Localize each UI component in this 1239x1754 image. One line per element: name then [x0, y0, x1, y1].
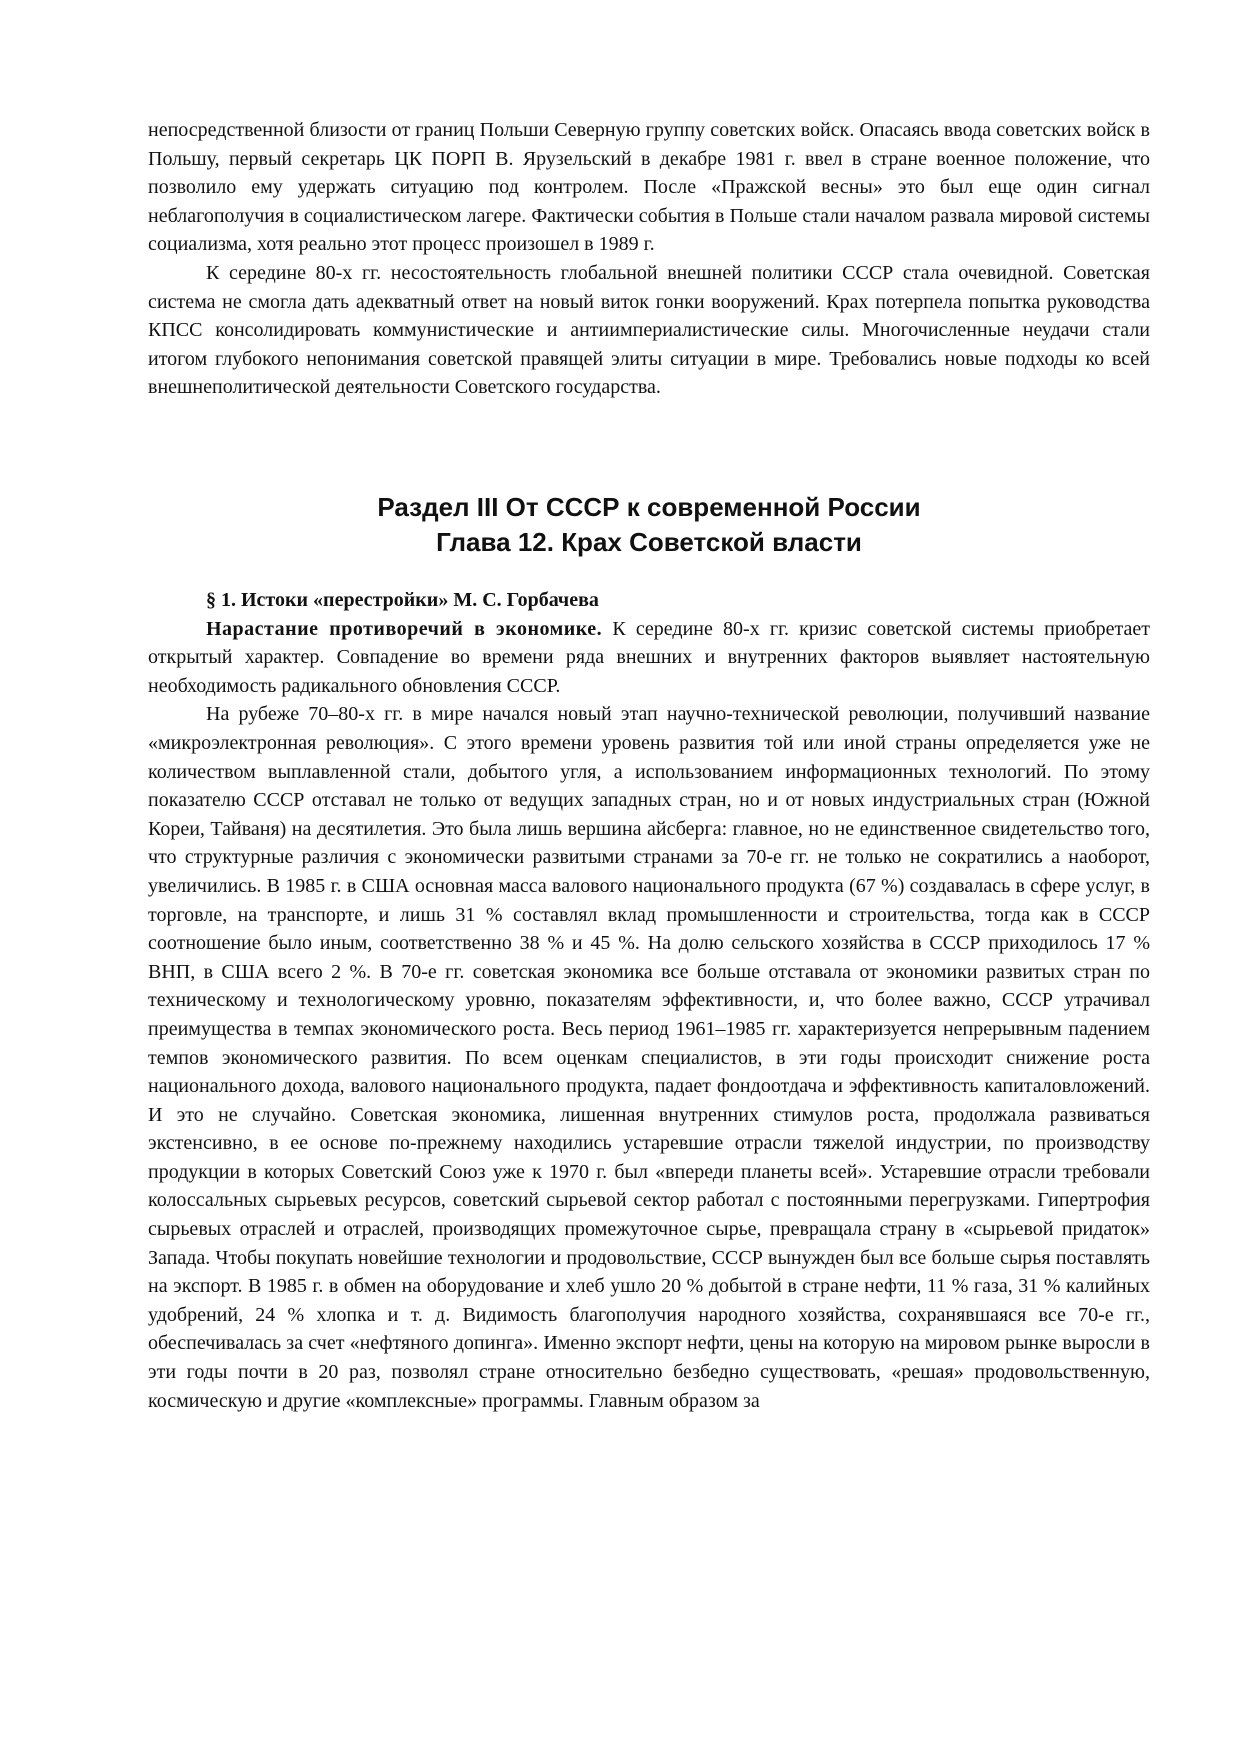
text-block-top — [148, 116, 1150, 402]
paragraph-heading: § 1. Истоки «перестройки» М. С. Горбачева — [206, 589, 599, 611]
paragraph-body: На рубеже 70–80-х гг. в мире начался новый этап научно-технической революции, получивший название «микроэлектронная революция». С этого времени уровень развития той или иной страны определяется уже не количеством выплавленной стали, добытого угля, а использованием информационных технологий. По этому показателю СССР отставал не только от ведущих западных стран, но и от новых индустриальных стран (Южной Кореи, Тайваня) на десятилетия. Это была лишь вершина айсберга: главное, но не единственное свидетельство того, что структурные различия с экономически развитыми странами за 70-е гг. не только не сократились а наоборот, увеличились. В 1985 г. в США основная масса валового национального продукта (67 %) создавалась в сфере услуг, в торговле, на транспорте, и лишь 31 % составлял вклад промышленности и строительства, тогда как в СССР соотношение было иным, соответственно 38 % и 45 %. На долю сельского хозяйства в СССР приходилось 17 % ВНП, в США всего 2 %. В 70-е гг. советская экономика все больше отставала от экономики развитых стран по техническому и технологическому уровню, показателям эффективности, и, что более важно, СССР утрачивал преимущества в темпах экономического роста. Весь период 1961–1985 гг. характеризуется непрерывным падением темпов экономического развития. По всем оценкам специалистов, в эти годы происходит снижение роста национального дохода, валового национального продукта, падает фондоотдача и эффективность капиталовложений. И это не случайно. Советская экономика, лишенная внутренних стимулов роста, продолжала развиваться экстенсивно, в ее основе по-прежнему находились устаревшие отрасли тяжелой индустрии, по производству продукции в которых Советский Союз уже к 1970 г. был «впереди планеты всей». Устаревшие отрасли требовали колоссальных сырьевых ресурсов, советский сырьевой сектор работал с постоянными перегрузками. Гипертрофия сырьевых отраслей и отраслей, производящих промежуточное сырье, превращала страну в «сырьевой придаток» Запада. Чтобы покупать новейшие технологии и продовольствие, СССР вынужден был все больше сырья поставлять на экспорт. В 1985 г. в обмен на оборудование и хлеб ушло 20 % добытой в стране нефти, 11 % газа, 31 % калийных удобрений, 24 % хлопка и т. д. Видимость благополучия народного хозяйства, сохранявшаяся все 70-е гг., обеспечивалась за счет «нефтяного допинга». Именно экспорт нефти, цены на которую на мировом рынке выросли в эти годы почти в 20 раз, позволял стране относительно безбедно существовать, «решая» продовольственную, космическую и другие «комплексные» программы. Главным образом за — [148, 703, 1150, 1412]
paragraph-continuation: непосредственной близости от границ Польши Северную группу советских войск. Опасаясь ввода советских войск в Польшу, первый секретарь ЦК ПОРП В. Ярузельский в декабре 1981 г. ввел в стране военное положение, что позволило ему удержать ситуацию под контролем. После «Пражской весны» это был еще один сигнал неблагополучия в социалистическом лагере. Фактически события в Польше стали началом развала мировой системы социализма, хотя реально этот процесс произошел в 1989 г. — [148, 119, 1150, 256]
run-in-heading: Нарастание противоречий в экономике. — [206, 617, 603, 640]
paragraph-foreign-policy: К середине 80-х гг. несостоятельность глобальной внешней политики СССР стала очевидной. Советская система не смогла дать адекватный ответ на новый виток гонки вооружений. Крах потерпела попытка руководства КПСС консолидировать коммунистические и антиимпериалистические силы. Многочисленные неудачи стали итогом глубокого непонимания советской правящей элиты ситуации в мире. Требовались новые подходы ко всей внешнеполитической деятельности Советского государства. — [148, 261, 1150, 399]
text-block-bottom — [148, 586, 1150, 1415]
paragraph-contradictions — [148, 615, 1150, 701]
chapter-headings — [148, 490, 1150, 560]
section-title: Раздел III От СССР к современной России — [377, 492, 921, 522]
chapter-title: Глава 12. Крах Советской власти — [436, 527, 862, 557]
run-in-text: К середине 80-х гг. кризис советской системы приобретает открытый характер. Совпадение во времени ряда внешних и внутренних факторов выявляет настоятельную необходимость радикального обновления СССР. — [148, 617, 1151, 697]
